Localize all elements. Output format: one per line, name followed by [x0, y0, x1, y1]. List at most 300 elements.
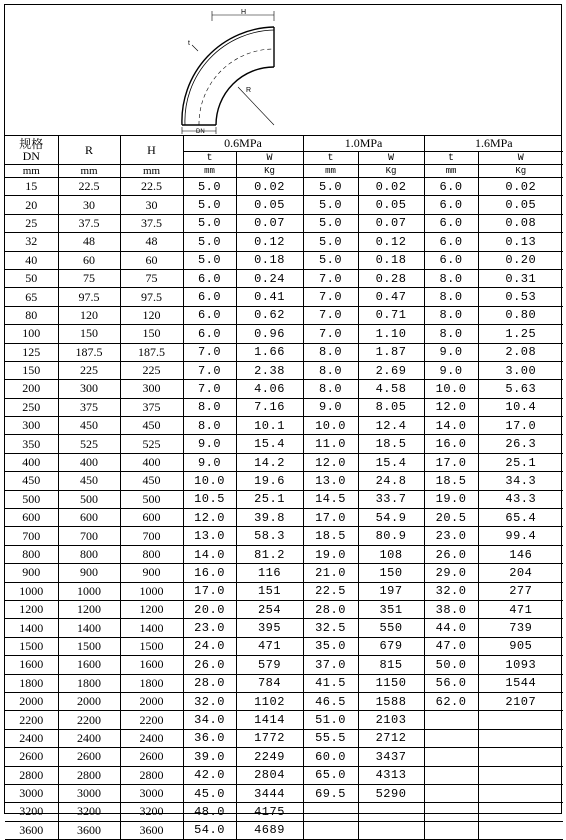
cell-t-1.0: 8.0 — [303, 343, 358, 361]
table-row — [5, 766, 563, 784]
cell-t-1.6: 10.0 — [424, 380, 478, 398]
cell-h: 3200 — [120, 803, 183, 821]
cell-h: 2800 — [120, 766, 183, 784]
cell-w-1.6: 739 — [478, 619, 563, 637]
table-row — [5, 545, 563, 563]
cell-w-1.0: 0.02 — [358, 178, 424, 196]
cell-t-1.0: 32.5 — [303, 619, 358, 637]
cell-r: 450 — [58, 417, 120, 435]
cell-w-1.6: 0.02 — [478, 178, 563, 196]
table-row — [5, 637, 563, 655]
cell-w-1.6 — [478, 748, 563, 766]
cell-dn: 300 — [5, 417, 58, 435]
table-row — [5, 214, 563, 232]
cell-dn: 1000 — [5, 582, 58, 600]
cell-w-1.0: 2103 — [358, 711, 424, 729]
table-row — [5, 251, 563, 269]
cell-w-0.6: 0.05 — [236, 196, 303, 214]
cell-r: 500 — [58, 490, 120, 508]
cell-w-0.6: 0.07 — [236, 214, 303, 232]
cell-w-0.6: 395 — [236, 619, 303, 637]
cell-h: 48 — [120, 233, 183, 251]
cell-t-1.0: 28.0 — [303, 600, 358, 618]
w-unit: Kg — [236, 165, 303, 178]
cell-t-0.6: 7.0 — [183, 361, 236, 379]
cell-w-1.6: 277 — [478, 582, 563, 600]
cell-w-1.6: 26.3 — [478, 435, 563, 453]
cell-dn: 800 — [5, 545, 58, 563]
cell-r: 37.5 — [58, 214, 120, 232]
cell-w-1.0: 351 — [358, 600, 424, 618]
cell-r: 1200 — [58, 600, 120, 618]
cell-t-0.6: 8.0 — [183, 398, 236, 416]
cell-t-0.6: 5.0 — [183, 251, 236, 269]
dn-unit: mm — [5, 165, 58, 178]
cell-w-0.6: 4.06 — [236, 380, 303, 398]
cell-dn: 3200 — [5, 803, 58, 821]
cell-dn: 450 — [5, 472, 58, 490]
cell-w-1.0: 108 — [358, 545, 424, 563]
cell-t-1.0: 55.5 — [303, 729, 358, 747]
cell-r: 150 — [58, 325, 120, 343]
cell-w-0.6: 1414 — [236, 711, 303, 729]
cell-t-0.6: 6.0 — [183, 306, 236, 324]
cell-t-1.0: 7.0 — [303, 325, 358, 343]
cell-w-1.0: 815 — [358, 656, 424, 674]
cell-t-0.6: 5.0 — [183, 196, 236, 214]
cell-r: 2800 — [58, 766, 120, 784]
cell-w-1.6: 5.63 — [478, 380, 563, 398]
table-row — [5, 527, 563, 545]
cell-w-1.0: 3437 — [358, 748, 424, 766]
cell-r: 75 — [58, 269, 120, 287]
cell-t-1.0: 8.0 — [303, 380, 358, 398]
cell-h: 1500 — [120, 637, 183, 655]
cell-t-0.6: 24.0 — [183, 637, 236, 655]
cell-w-1.0: 1150 — [358, 674, 424, 692]
cell-r: 2000 — [58, 692, 120, 710]
cell-w-0.6: 0.18 — [236, 251, 303, 269]
cell-t-1.0: 10.0 — [303, 417, 358, 435]
cell-t-1.6: 8.0 — [424, 325, 478, 343]
cell-w-1.6: 0.20 — [478, 251, 563, 269]
table-row — [5, 417, 563, 435]
cell-t-1.0: 46.5 — [303, 692, 358, 710]
cell-t-0.6: 12.0 — [183, 509, 236, 527]
col-r-header: R — [58, 136, 120, 165]
cell-dn: 3600 — [5, 821, 58, 839]
cell-t-0.6: 14.0 — [183, 545, 236, 563]
pressure-header-1.0: 1.0MPa — [303, 136, 424, 152]
cell-w-0.6: 2.38 — [236, 361, 303, 379]
cell-t-1.6: 20.5 — [424, 509, 478, 527]
table-row — [5, 325, 563, 343]
pressure-header-0.6: 0.6MPa — [183, 136, 303, 152]
cell-w-1.6: 2.08 — [478, 343, 563, 361]
cell-h: 30 — [120, 196, 183, 214]
cell-t-1.0: 17.0 — [303, 509, 358, 527]
cell-w-1.0: 0.47 — [358, 288, 424, 306]
dim-h-label: H — [241, 9, 247, 16]
cell-w-1.0: 679 — [358, 637, 424, 655]
cell-h: 450 — [120, 417, 183, 435]
cell-w-1.6: 0.53 — [478, 288, 563, 306]
cell-t-1.6: 56.0 — [424, 674, 478, 692]
cell-t-0.6: 13.0 — [183, 527, 236, 545]
cell-w-0.6: 784 — [236, 674, 303, 692]
cell-t-0.6: 26.0 — [183, 656, 236, 674]
cell-t-1.6 — [424, 748, 478, 766]
cell-dn: 2400 — [5, 729, 58, 747]
cell-t-0.6: 6.0 — [183, 288, 236, 306]
cell-dn: 400 — [5, 453, 58, 471]
cell-r: 225 — [58, 361, 120, 379]
t-header: t — [303, 152, 358, 165]
cell-r: 2400 — [58, 729, 120, 747]
cell-t-0.6: 17.0 — [183, 582, 236, 600]
cell-t-1.0: 5.0 — [303, 214, 358, 232]
cell-t-1.0: 69.5 — [303, 784, 358, 802]
table-row — [5, 306, 563, 324]
w-unit: Kg — [478, 165, 563, 178]
dim-r-label: R — [246, 87, 252, 94]
cell-w-1.0: 197 — [358, 582, 424, 600]
cell-t-1.0: 21.0 — [303, 564, 358, 582]
table-body — [5, 178, 563, 840]
cell-t-1.6: 9.0 — [424, 361, 478, 379]
cell-h: 97.5 — [120, 288, 183, 306]
cell-dn: 2200 — [5, 711, 58, 729]
cell-w-1.6: 204 — [478, 564, 563, 582]
cell-w-0.6: 151 — [236, 582, 303, 600]
cell-w-0.6: 19.6 — [236, 472, 303, 490]
cell-w-1.0: 2712 — [358, 729, 424, 747]
cell-w-0.6: 0.12 — [236, 233, 303, 251]
cell-t-1.6: 18.5 — [424, 472, 478, 490]
cell-w-1.0: 5290 — [358, 784, 424, 802]
cell-h: 500 — [120, 490, 183, 508]
cell-w-1.0: 550 — [358, 619, 424, 637]
table-row — [5, 564, 563, 582]
table-row — [5, 361, 563, 379]
table-row — [5, 196, 563, 214]
table-row — [5, 288, 563, 306]
cell-t-1.6 — [424, 711, 478, 729]
cell-t-1.6: 16.0 — [424, 435, 478, 453]
cell-dn: 65 — [5, 288, 58, 306]
cell-w-1.6: 146 — [478, 545, 563, 563]
cell-h: 800 — [120, 545, 183, 563]
cell-t-1.6: 62.0 — [424, 692, 478, 710]
cell-r: 22.5 — [58, 178, 120, 196]
cell-t-1.0: 5.0 — [303, 196, 358, 214]
cell-t-1.0: 60.0 — [303, 748, 358, 766]
cell-w-1.0: 54.9 — [358, 509, 424, 527]
cell-t-1.0: 22.5 — [303, 582, 358, 600]
cell-r: 600 — [58, 509, 120, 527]
cell-dn: 1200 — [5, 600, 58, 618]
cell-dn: 2800 — [5, 766, 58, 784]
cell-t-1.6: 19.0 — [424, 490, 478, 508]
table-row — [5, 619, 563, 637]
table-row — [5, 435, 563, 453]
cell-w-0.6: 15.4 — [236, 435, 303, 453]
cell-dn: 40 — [5, 251, 58, 269]
cell-h: 1200 — [120, 600, 183, 618]
cell-w-0.6: 579 — [236, 656, 303, 674]
r-unit: mm — [58, 165, 120, 178]
cell-w-1.0: 0.05 — [358, 196, 424, 214]
cell-w-1.6: 25.1 — [478, 453, 563, 471]
cell-t-0.6: 54.0 — [183, 821, 236, 839]
cell-h: 900 — [120, 564, 183, 582]
cell-w-1.6: 1544 — [478, 674, 563, 692]
cell-r: 700 — [58, 527, 120, 545]
cell-h: 2400 — [120, 729, 183, 747]
cell-w-1.6 — [478, 766, 563, 784]
cell-t-1.0: 41.5 — [303, 674, 358, 692]
cell-t-0.6: 5.0 — [183, 233, 236, 251]
dim-t-label: t — [188, 40, 190, 47]
cell-dn: 1500 — [5, 637, 58, 655]
cell-dn: 600 — [5, 509, 58, 527]
cell-t-1.0: 8.0 — [303, 361, 358, 379]
cell-t-1.6 — [424, 821, 478, 839]
cell-t-1.6: 47.0 — [424, 637, 478, 655]
cell-t-1.6: 6.0 — [424, 178, 478, 196]
cell-w-1.6 — [478, 729, 563, 747]
table-row — [5, 600, 563, 618]
cell-r: 3600 — [58, 821, 120, 839]
cell-h: 600 — [120, 509, 183, 527]
table-row — [5, 269, 563, 287]
cell-h: 400 — [120, 453, 183, 471]
cell-t-1.6: 12.0 — [424, 398, 478, 416]
cell-w-1.6: 3.00 — [478, 361, 563, 379]
cell-w-0.6: 14.2 — [236, 453, 303, 471]
cell-t-1.0: 35.0 — [303, 637, 358, 655]
cell-r: 900 — [58, 564, 120, 582]
cell-t-0.6: 36.0 — [183, 729, 236, 747]
cell-t-1.0: 13.0 — [303, 472, 358, 490]
cell-dn: 125 — [5, 343, 58, 361]
elbow-drawing — [170, 7, 290, 135]
pressure-header-1.6: 1.6MPa — [424, 136, 563, 152]
cell-w-1.6: 10.4 — [478, 398, 563, 416]
cell-w-1.0: 4.58 — [358, 380, 424, 398]
cell-t-0.6: 16.0 — [183, 564, 236, 582]
cell-w-1.0: 18.5 — [358, 435, 424, 453]
cell-w-0.6: 0.02 — [236, 178, 303, 196]
cell-w-1.0: 1.87 — [358, 343, 424, 361]
cell-w-1.6: 17.0 — [478, 417, 563, 435]
cell-t-1.6: 6.0 — [424, 196, 478, 214]
cell-w-1.6 — [478, 821, 563, 839]
cell-t-1.0: 7.0 — [303, 288, 358, 306]
cell-w-0.6: 4175 — [236, 803, 303, 821]
cell-t-0.6: 42.0 — [183, 766, 236, 784]
table-row — [5, 674, 563, 692]
cell-h: 225 — [120, 361, 183, 379]
cell-w-0.6: 4689 — [236, 821, 303, 839]
h-unit: mm — [120, 165, 183, 178]
cell-w-0.6: 2804 — [236, 766, 303, 784]
cell-t-1.6: 6.0 — [424, 233, 478, 251]
cell-h: 300 — [120, 380, 183, 398]
cell-h: 3000 — [120, 784, 183, 802]
cell-h: 700 — [120, 527, 183, 545]
cell-t-1.6: 17.0 — [424, 453, 478, 471]
cell-w-1.6: 1093 — [478, 656, 563, 674]
cell-w-0.6: 1772 — [236, 729, 303, 747]
cell-r: 525 — [58, 435, 120, 453]
cell-dn: 80 — [5, 306, 58, 324]
cell-h: 150 — [120, 325, 183, 343]
cell-w-1.6: 471 — [478, 600, 563, 618]
cell-w-1.6: 65.4 — [478, 509, 563, 527]
cell-h: 1400 — [120, 619, 183, 637]
cell-r: 2600 — [58, 748, 120, 766]
cell-dn: 250 — [5, 398, 58, 416]
cell-h: 37.5 — [120, 214, 183, 232]
table-row — [5, 729, 563, 747]
cell-t-0.6: 6.0 — [183, 325, 236, 343]
cell-t-0.6: 7.0 — [183, 343, 236, 361]
table-row — [5, 692, 563, 710]
cell-t-0.6: 10.5 — [183, 490, 236, 508]
cell-dn: 1800 — [5, 674, 58, 692]
col-dn-header — [5, 136, 58, 165]
t-header: t — [424, 152, 478, 165]
cell-r: 120 — [58, 306, 120, 324]
cell-w-1.0: 80.9 — [358, 527, 424, 545]
cell-r: 450 — [58, 472, 120, 490]
cell-w-1.0: 2.69 — [358, 361, 424, 379]
cell-w-1.6: 43.3 — [478, 490, 563, 508]
cell-r: 2200 — [58, 711, 120, 729]
cell-h: 2600 — [120, 748, 183, 766]
cell-t-0.6: 5.0 — [183, 178, 236, 196]
table-row — [5, 453, 563, 471]
cell-r: 375 — [58, 398, 120, 416]
cell-w-0.6: 58.3 — [236, 527, 303, 545]
cell-r: 800 — [58, 545, 120, 563]
cell-dn: 500 — [5, 490, 58, 508]
cell-w-0.6: 39.8 — [236, 509, 303, 527]
table-row — [5, 343, 563, 361]
cell-h: 2200 — [120, 711, 183, 729]
cell-w-1.0: 0.28 — [358, 269, 424, 287]
cell-r: 60 — [58, 251, 120, 269]
cell-w-1.0 — [358, 803, 424, 821]
cell-w-0.6: 81.2 — [236, 545, 303, 563]
cell-t-0.6: 34.0 — [183, 711, 236, 729]
cell-t-1.6: 29.0 — [424, 564, 478, 582]
cell-r: 1600 — [58, 656, 120, 674]
cell-w-1.0: 8.05 — [358, 398, 424, 416]
cell-w-1.6: 1.25 — [478, 325, 563, 343]
cell-w-1.0: 1588 — [358, 692, 424, 710]
cell-t-1.6: 23.0 — [424, 527, 478, 545]
table-row — [5, 509, 563, 527]
cell-r: 1500 — [58, 637, 120, 655]
cell-r: 30 — [58, 196, 120, 214]
cell-r: 1000 — [58, 582, 120, 600]
cell-dn: 900 — [5, 564, 58, 582]
cell-t-1.6 — [424, 803, 478, 821]
cell-dn: 1600 — [5, 656, 58, 674]
table-row — [5, 233, 563, 251]
cell-t-0.6: 28.0 — [183, 674, 236, 692]
cell-w-1.0: 15.4 — [358, 453, 424, 471]
cell-w-0.6: 0.96 — [236, 325, 303, 343]
cell-dn: 150 — [5, 361, 58, 379]
cell-t-1.0: 19.0 — [303, 545, 358, 563]
cell-w-1.0: 12.4 — [358, 417, 424, 435]
w-header: W — [478, 152, 563, 165]
w-header: W — [358, 152, 424, 165]
cell-t-1.0: 51.0 — [303, 711, 358, 729]
cell-dn: 2000 — [5, 692, 58, 710]
cell-h: 22.5 — [120, 178, 183, 196]
cell-dn: 25 — [5, 214, 58, 232]
cell-t-1.0: 14.5 — [303, 490, 358, 508]
cell-t-0.6: 6.0 — [183, 269, 236, 287]
cell-t-1.0: 7.0 — [303, 306, 358, 324]
elbow-spec-sheet — [4, 4, 562, 838]
cell-t-1.6: 6.0 — [424, 251, 478, 269]
cell-r: 187.5 — [58, 343, 120, 361]
cell-t-1.6: 14.0 — [424, 417, 478, 435]
cell-h: 525 — [120, 435, 183, 453]
table-row — [5, 656, 563, 674]
t-header: t — [183, 152, 236, 165]
cell-w-1.6: 905 — [478, 637, 563, 655]
cell-w-1.0: 4313 — [358, 766, 424, 784]
cell-w-1.0 — [358, 821, 424, 839]
cell-dn: 100 — [5, 325, 58, 343]
cell-t-1.0: 12.0 — [303, 453, 358, 471]
cell-t-1.6: 8.0 — [424, 288, 478, 306]
w-unit: Kg — [358, 165, 424, 178]
cell-dn: 700 — [5, 527, 58, 545]
col-dn-title: 规格 — [19, 137, 44, 151]
cell-h: 1600 — [120, 656, 183, 674]
cell-w-1.6: 0.08 — [478, 214, 563, 232]
cell-t-0.6: 48.0 — [183, 803, 236, 821]
cell-dn: 50 — [5, 269, 58, 287]
cell-t-0.6: 45.0 — [183, 784, 236, 802]
cell-r: 97.5 — [58, 288, 120, 306]
cell-w-0.6: 116 — [236, 564, 303, 582]
cell-w-1.0: 24.8 — [358, 472, 424, 490]
cell-h: 187.5 — [120, 343, 183, 361]
col-dn-subtitle: DN — [22, 149, 40, 163]
cell-dn: 200 — [5, 380, 58, 398]
cell-w-1.0: 0.12 — [358, 233, 424, 251]
cell-h: 120 — [120, 306, 183, 324]
cell-r: 1400 — [58, 619, 120, 637]
cell-t-1.0 — [303, 821, 358, 839]
elbow-diagram — [5, 5, 561, 136]
t-unit: mm — [303, 165, 358, 178]
cell-w-0.6: 10.1 — [236, 417, 303, 435]
cell-dn: 1400 — [5, 619, 58, 637]
cell-t-1.0: 5.0 — [303, 251, 358, 269]
cell-t-1.0: 65.0 — [303, 766, 358, 784]
cell-w-1.6: 0.31 — [478, 269, 563, 287]
cell-t-1.0: 11.0 — [303, 435, 358, 453]
